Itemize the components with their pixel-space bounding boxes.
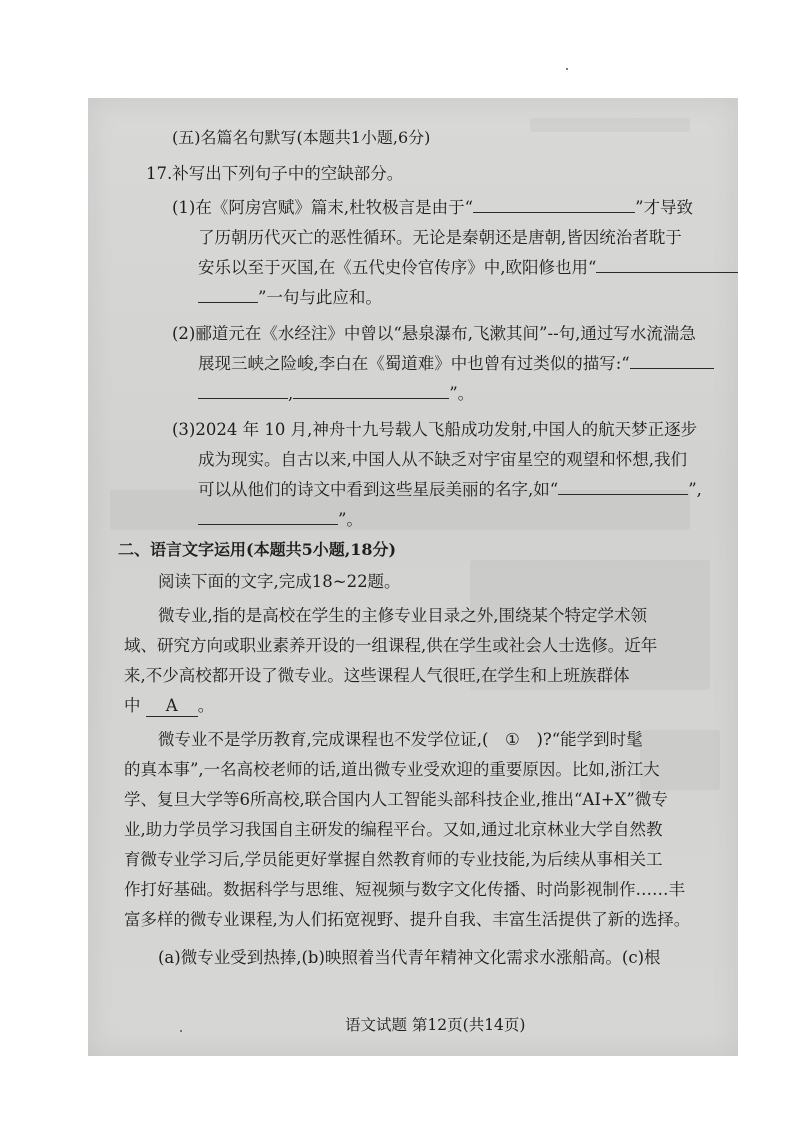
page-footer: 语文试题 第12页(共14页) — [345, 1016, 526, 1034]
blank-label: A — [165, 696, 178, 715]
question-text: ”, — [688, 480, 702, 499]
passage-line — [124, 694, 214, 718]
question-text: ”。 — [449, 384, 475, 403]
question-text: 安乐以至于灭国,在《五代史伶官传序》中,欧阳修也用“ — [198, 258, 597, 277]
passage-text: 。 — [197, 696, 215, 715]
passage-line: 域、研究方向或职业素养开设的一组课程,供在学生或社会人士选修。近年 — [124, 636, 658, 655]
passage-line: (a)微专业受到热捧,(b)映照着当代青年精神文化需求水涨船高。(c)根 — [158, 948, 661, 967]
question-line — [198, 508, 363, 532]
passage-line: 来,不少高校都开设了微专业。这些课程人气很旺,在学生和上班族群体 — [124, 666, 630, 685]
question-stem: 17.补写出下列句子中的空缺部分。 — [146, 164, 404, 183]
passage-line: 富多样的微专业课程,为人们拓宽视野、提升自我、丰富生活提供了新的选择。 — [124, 910, 691, 929]
question-line: 了历朝历代灭亡的恶性循环。无论是秦朝还是唐朝,皆因统治者耽于 — [198, 228, 682, 247]
passage-line: 学、复旦大学等6所高校,联合国内人工智能头部科技企业,推出“AI+X”微专 — [124, 790, 668, 809]
question-line: (2)郦道元在《水经注》中曾以“悬泉瀑布,飞漱其间”--句,通过写水流湍急 — [172, 324, 696, 343]
question-line: 成为现实。自古以来,中国人从不缺乏对宇宙星空的观望和怀想,我们 — [198, 450, 687, 469]
answer-blank[interactable] — [198, 286, 258, 303]
question-line — [198, 382, 474, 406]
passage-text: 微专业不是学历教育,完成课程也不发学位证,( — [158, 730, 489, 749]
scan-speck — [566, 68, 568, 70]
passage-line — [158, 728, 643, 752]
question-line — [198, 256, 738, 280]
question-line — [198, 286, 382, 310]
question-line — [198, 352, 714, 376]
question-text: ”。 — [338, 510, 363, 529]
passage-text: 中 — [124, 696, 141, 715]
question-text: 展现三峡之险峻,李白在《蜀道难》中也曾有过类似的描写:“ — [198, 354, 630, 373]
question-line — [172, 196, 693, 220]
answer-blank[interactable] — [198, 382, 288, 399]
passage-line: 业,助力学员学习我国自主研发的编程平台。又如,通过北京林业大学自然教 — [124, 820, 663, 839]
question-text: ”才导致 — [635, 198, 693, 217]
passage-line: 的真本事”,一名高校老师的话,道出微专业受欢迎的重要原因。比如,浙江大 — [124, 760, 660, 779]
section-header: (五)名篇名句默写(本题共1小题,6分) — [172, 128, 431, 147]
question-text: , — [288, 384, 294, 403]
bleed-through-mark — [530, 118, 690, 132]
passage-text: )?“能学到时髦 — [536, 730, 643, 749]
answer-blank[interactable] — [198, 508, 338, 525]
question-line: (3)2024 年 10 月,神舟十九号载人飞船成功发射,中国人的航天梦正逐步 — [172, 420, 698, 439]
passage-line: 作打好基础。数据科学与思维、短视频与数字文化传播、时尚影视制作……丰 — [124, 880, 685, 899]
answer-blank[interactable] — [558, 478, 688, 495]
scan-speck — [180, 1030, 182, 1032]
question-text: (1)在《阿房宫赋》篇末,杜牧极言是由于“ — [172, 198, 474, 217]
section-header: 二、语言文字运用(本题共5小题,18分) — [118, 540, 397, 559]
answer-blank[interactable] — [293, 382, 449, 399]
question-text: ”一句与此应和。 — [258, 288, 382, 307]
answer-blank[interactable] — [596, 256, 738, 273]
passage-line: 育微专业学习后,学员能更好掌握自然教育师的专业技能,为后续从事相关工 — [124, 850, 663, 869]
blank-1[interactable]: ① — [505, 730, 520, 749]
question-text: 可以从他们的诗文中看到这些星辰美丽的名字,如“ — [198, 480, 559, 499]
question-line — [198, 478, 702, 502]
passage-line: 微专业,指的是高校在学生的主修专业目录之外,围绕某个特定学术领 — [158, 606, 647, 625]
instruction: 阅读下面的文字,完成18~22题。 — [158, 572, 401, 591]
answer-blank[interactable] — [630, 352, 714, 369]
answer-blank[interactable] — [473, 196, 635, 213]
answer-blank-a[interactable] — [146, 696, 198, 717]
